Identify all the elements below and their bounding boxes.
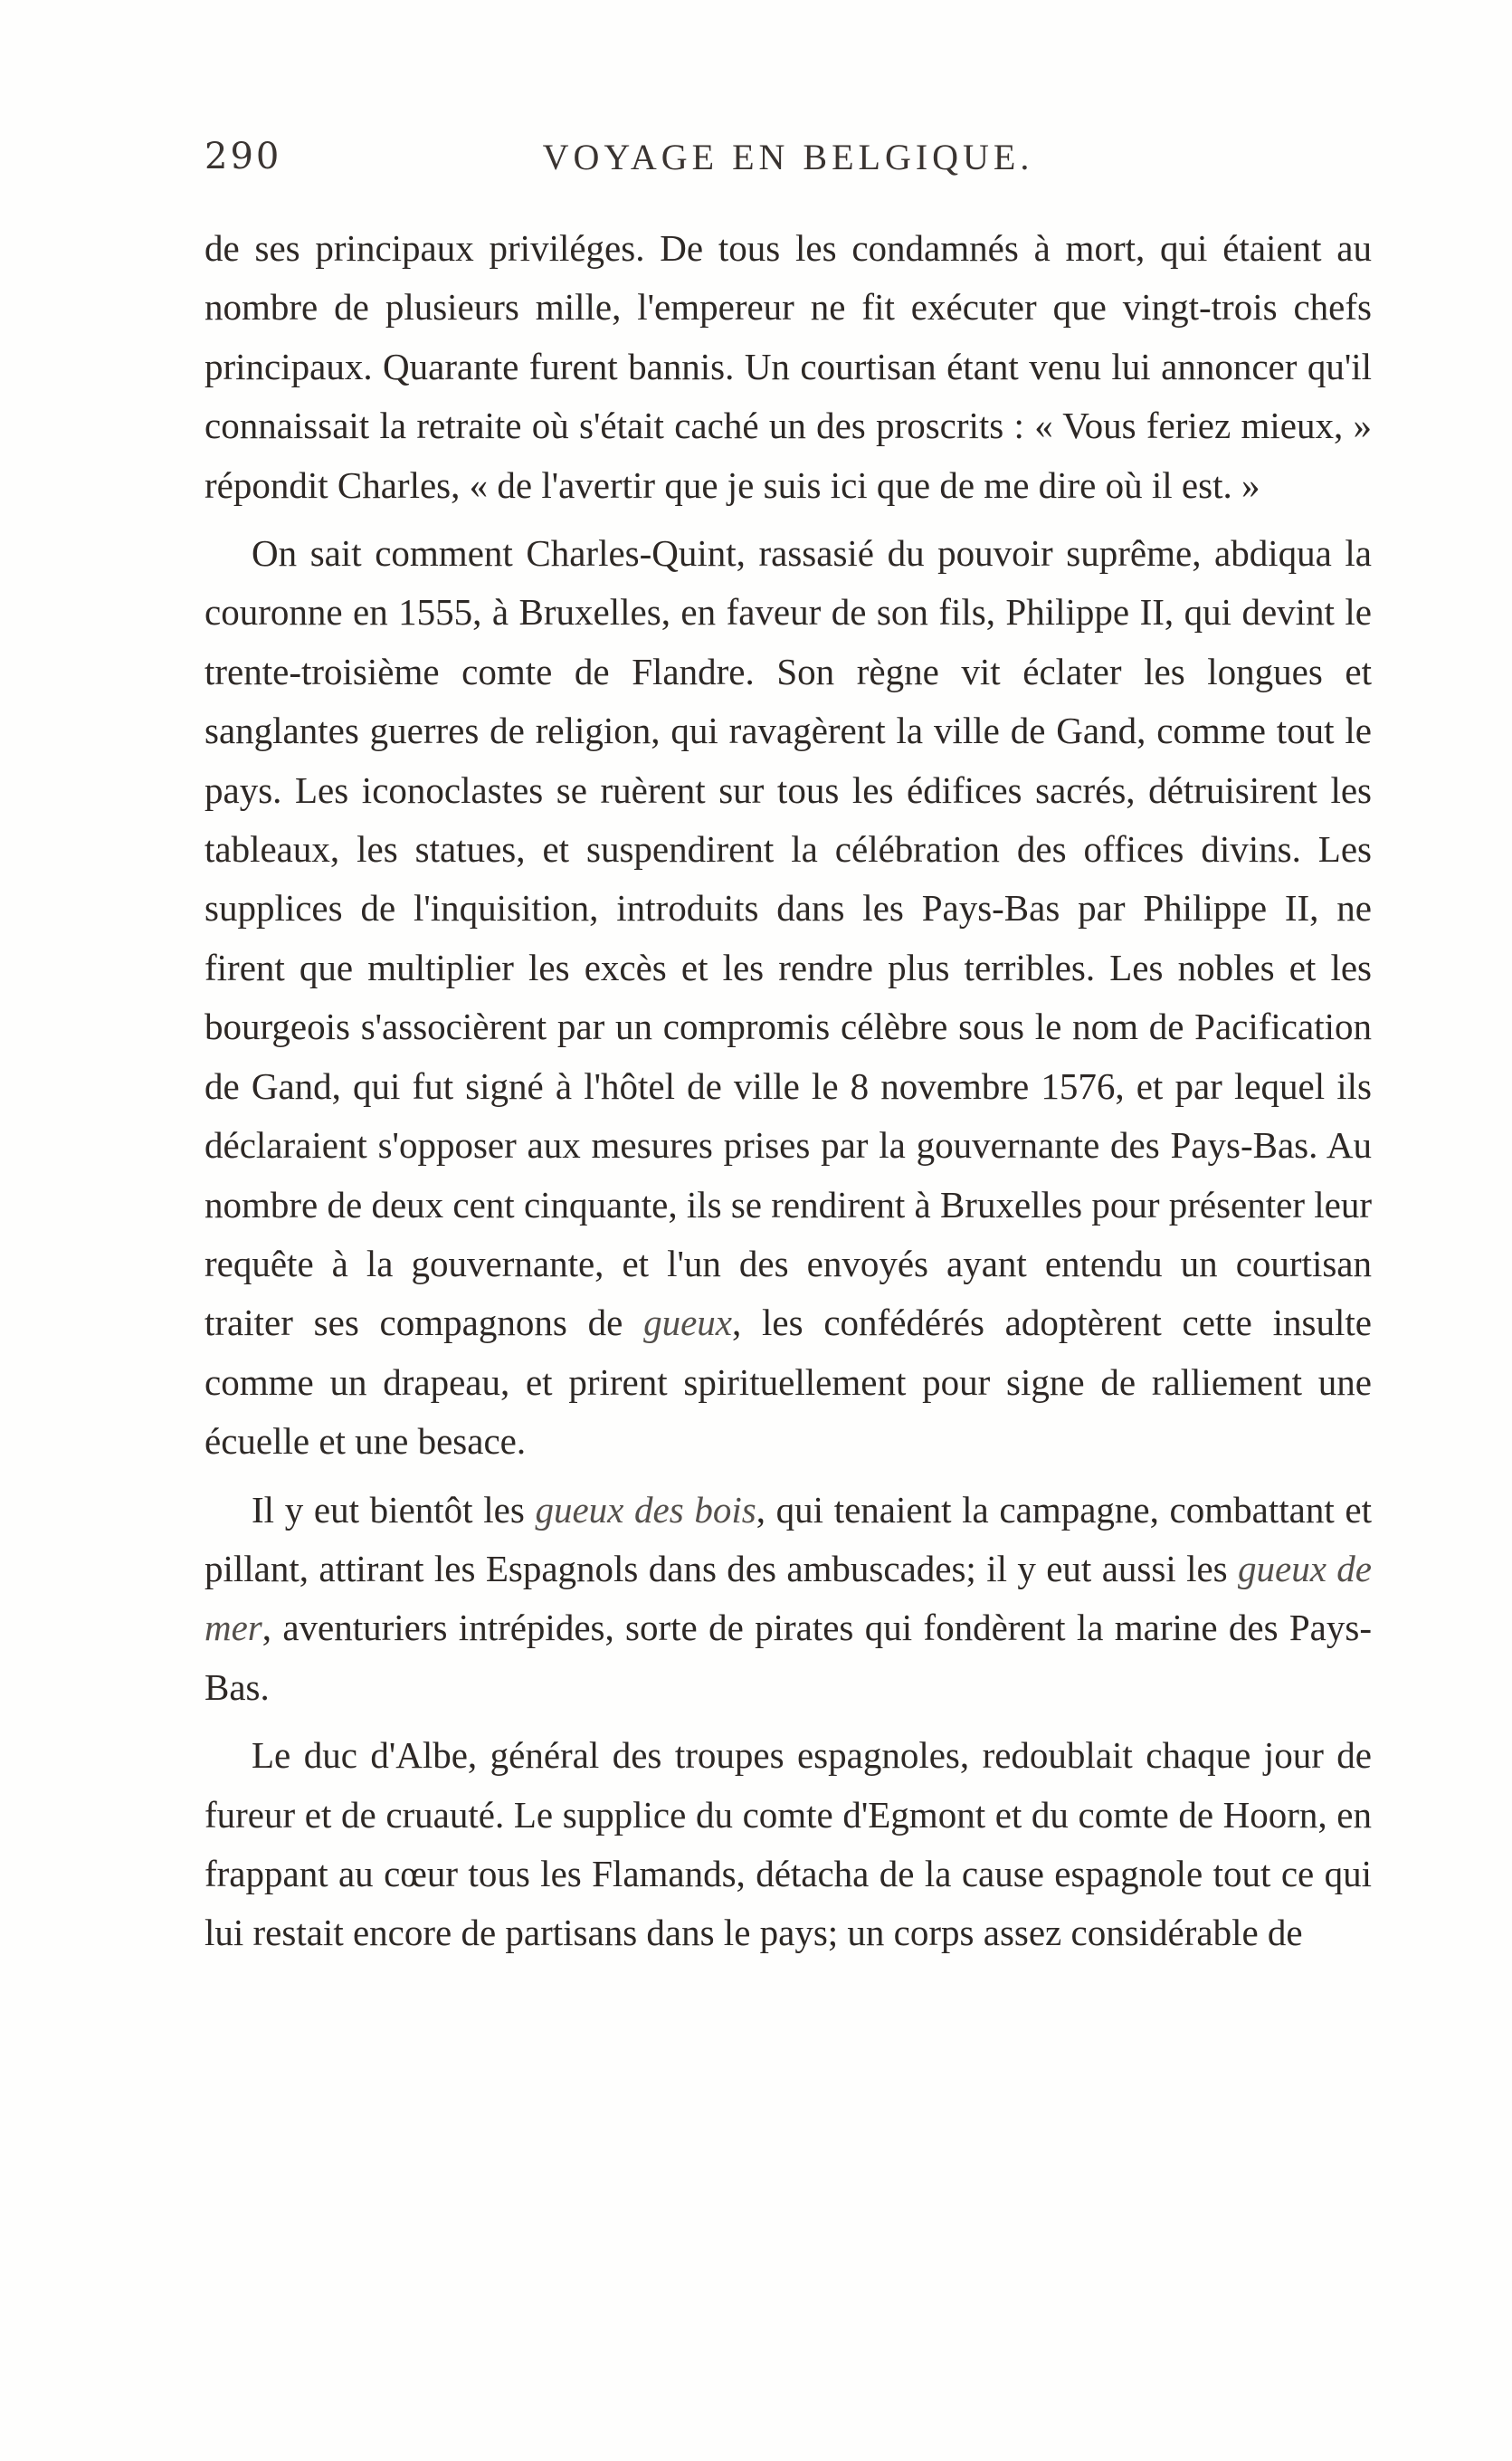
paragraph-1 [204, 219, 1372, 515]
italic-term: gueux [643, 1302, 732, 1344]
text-segment: , les confédérés adoptèrent cette insulte comme un drapeau, et prirent spirituellement pour signe de ralliement une écuelle et une besace. [204, 1302, 1372, 1463]
paragraph-2 [204, 524, 1372, 1472]
text-segment: de ses principaux priviléges. De tous les condamnés à mort, qui étaient au nombre de plusieurs mille, l'empereur ne fit exécuter que vingt-trois chefs principaux. Quarante furent bannis. Un courtisan étant venu lui annoncer qu'il connaissait la retraite où s'était caché un des proscrits : « Vous feriez mieux, » répondit Charles, « de l'avertir que je suis ici que de me dire où il est. » [204, 227, 1372, 506]
page-number: 290 [204, 136, 282, 177]
text-segment: , aventuriers intrépides, sorte de pirates qui fondèrent la marine des Pays-Bas. [204, 1607, 1372, 1708]
text-segment: Le duc d'Albe, général des troupes espagnoles, redoublait chaque jour de fureur et de cruauté. Le supplice du comte d'Egmont et du comte de Hoorn, en frappant au cœur tous les Flamands, détacha de la cause espagnole tout ce qui lui restait encore de partisans dans le pays; un corps assez considérable de [204, 1734, 1372, 1954]
page-body [204, 219, 1372, 1963]
italic-term: gueux des bois [535, 1488, 756, 1531]
running-title: VOYAGE EN BELGIQUE. [542, 137, 1034, 177]
text-segment: On sait comment Charles-Quint, rassasié du pouvoir suprême, abdiqua la couronne en 1555, à Bruxelles, en faveur de son fils, Philippe II, qui devint le trente-troisième comte de Flandre. Son règne vit éclater les longues et sanglantes guerres de religion, qui ravagèrent la ville de Gand, comme tout le pays. Les iconoclastes se ruèrent sur tous les édifices sacrés, détruisirent les tableaux, les statues, et suspendirent la célébration des offices divins. Les supplices de l'inquisition, introduits dans les Pays-Bas par Philippe II, ne firent que multiplier les excès et les rendre plus terribles. Les nobles et les bourgeois s'associèrent par un compromis célèbre sous le nom de Pacification de Gand, qui fut signé à l'hôtel de ville le 8 novembre 1576, et par lequel ils déclaraient s'opposer aux mesures prises par la gouvernante des Pays-Bas. Au nombre de deux cent cinquante, ils se rendirent à Bruxelles pour présenter leur requête à la gouvernante, et l'un des envoyés ayant entendu un courtisan traiter ses compagnons de [204, 532, 1372, 1344]
page-header [204, 136, 1372, 190]
text-segment: , qui tenaient la campagne, combattant et pillant, attirant les Espagnols dans des ambuscades; il y eut aussi les [204, 1488, 1372, 1589]
italic-term: gueux de mer [204, 1547, 1373, 1649]
paragraph-4 [204, 1726, 1372, 1963]
text-segment: Il y eut bientôt les [252, 1488, 536, 1531]
paragraph-3 [204, 1481, 1372, 1718]
